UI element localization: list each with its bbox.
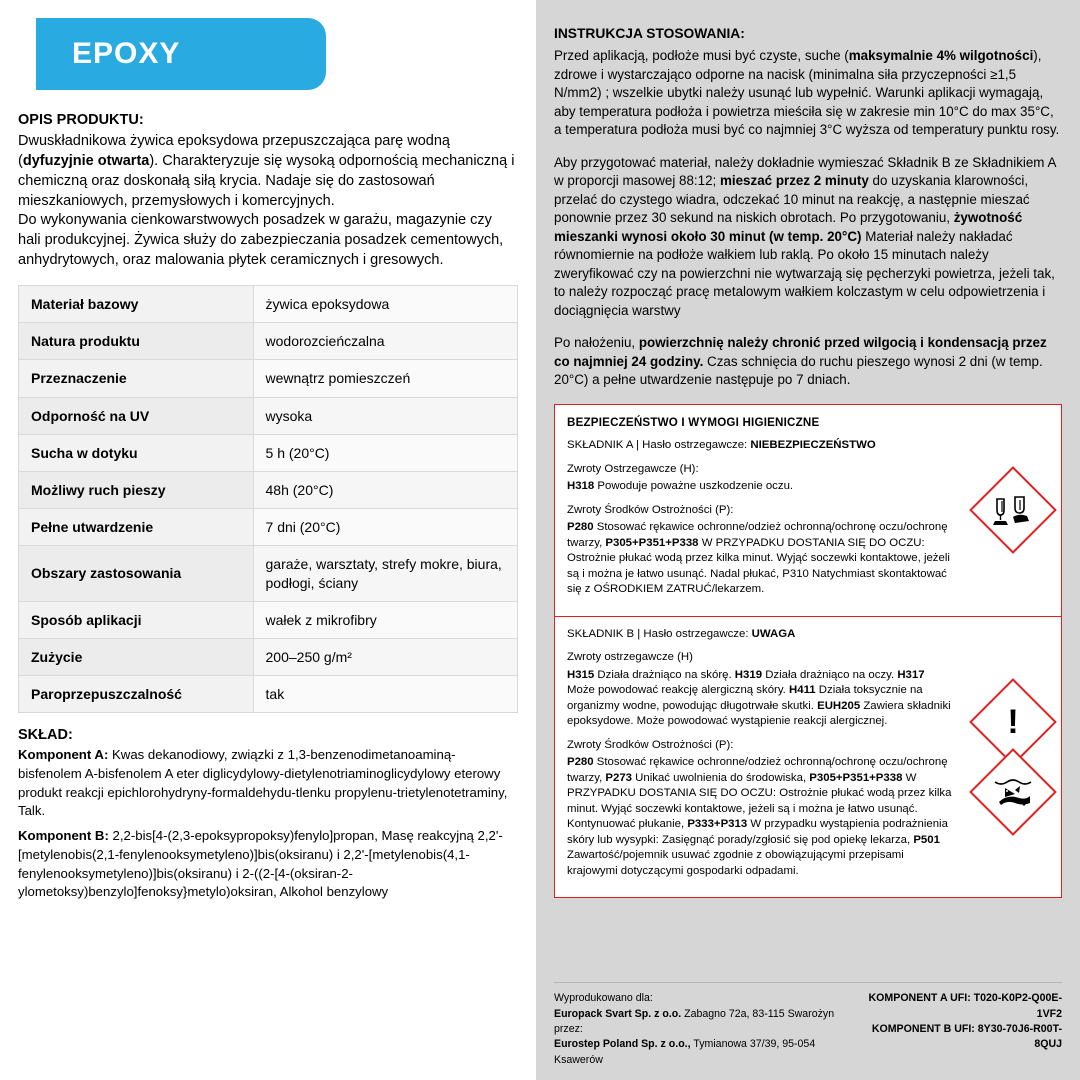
instructions-paragraph-3: Po nałożeniu, powierzchnię należy chronić przed wilgocią i kondensacją przez co najmniej 24 godziny. Czas schnięcia do ruchu pieszego wynosi 2 dni (w temp. 20°C) a pełne utwardzenie następuje po 7 dniach. — [554, 335, 1047, 388]
instructions-paragraph-2: Aby przygotować materiał, należy dokładnie wymieszać Składnik B ze Składnikiem A w proporcji masowej 88:12; mieszać przez 2 minuty do uzyskania klarowności, przelać do czystego wiadra, odczekać 10 minut na reakcję, a następnie mieszać ponownie przez 30 sekund na niskich obrotach. Po przygotowaniu, żywotność mieszanki wynosi około 30 minut (w temp. 20°C) Materiał należy nakładać równomiernie na podłoże wałkiem lub raklą. Po około 15 minutach należy zweryfikować czy na powierzchni nie wytwarzają się pęcherzyki powietrza, jeżeli tak, to należy rozpocząć pracę metalowym wałkiem kolczastym w celu odpowietrzenia i dociągnięcia warstwy — [554, 154, 1056, 318]
spec-value: 48h (20°C) — [253, 471, 517, 508]
table-row — [19, 546, 518, 601]
table-row — [19, 471, 518, 508]
spec-value: wodorozcieńczalna — [253, 323, 517, 360]
component-a-composition: Komponent A: Kwas dekanodiowy, związki z 1,3-benzenodimetanoaminą-bisfenolem A-bisfenolem A eter diglicydylowy-dietylenotriaminoglicydylowy eterowy produkt reakcji epichlorohydryny-formaldehydu-tlenku propylenu-trietylenotetraminy, Talk. — [18, 747, 508, 819]
spec-key: Zużycie — [19, 638, 254, 675]
component-a-pictograms — [965, 405, 1061, 616]
footer-company: Europack Svart Sp. z o.o. Zabagno 72a, 83-115 Swarożyn — [554, 1007, 835, 1020]
component-a-p-label: Zwroty Środków Ostrożności (P): — [567, 503, 734, 516]
safety-component-a-text — [555, 405, 965, 616]
component-b-composition: Komponent B: 2,2-bis[4-(2,3-epoksypropoksy)fenylo]propan, Masę reakcyjną 2,2'-[metylenobis(2,1-fenylenooksymetyleno)]bis(oksiranu) i 2,2'-[metylenobis(4,1-fenylenooksymetyleno)]bis(oksiranu) i 2-((2-[4-(oksiran-2-ylometoksy)benzylo]fenoksy}metylo)oksiran, Alkohol benzylowy — [18, 828, 503, 900]
spec-key: Przeznaczenie — [19, 360, 254, 397]
component-b-p-label: Zwroty Środków Ostrożności (P): — [567, 738, 734, 751]
composition-heading: SKŁAD: — [18, 727, 73, 744]
spec-key: Sposób aplikacji — [19, 601, 254, 638]
table-row — [19, 360, 518, 397]
table-row — [19, 397, 518, 434]
ufi-component-b: KOMPONENT B UFI: 8Y30-70J6-R00T-8QUJ — [871, 1022, 1062, 1051]
instructions-paragraph-1: Przed aplikacją, podłoże musi być czyste, suche (maksymalnie 4% wilgotności), zdrowe i wystarczająco odporne na nacisk (minimalna siła przyczepności ≥1,5 N/mm2) ; wszelkie ubytki należy usunąć lub wypełnić. Warunki aplikacji wymagają, aby temperatura podłoża i powietrza mieściła się w zakresie min 10°C do max 35°C, a temperatura podłoża musi być co najmniej 3°C wyższa od temperatury punktu rosy. — [554, 48, 1060, 138]
spec-value: 5 h (20°C) — [253, 434, 517, 471]
table-row — [19, 676, 518, 713]
table-row — [19, 601, 518, 638]
table-row — [19, 509, 518, 546]
component-b-h-label: Zwroty ostrzegawcze (H) — [567, 651, 693, 664]
safety-component-b-text — [555, 617, 965, 898]
specifications-table-body — [19, 286, 518, 713]
component-b-pictograms — [965, 617, 1061, 898]
component-a-p-statements: P280 Stosować rękawice ochronne/odzież ochronną/ochronę oczu/ochronę twarzy, P305+P351+P338 W PRZYPADKU DOSTANIA SIĘ DO OCZU: Ostrożnie płukać wodą przez kilka minut. Wyjąć soczewki kontaktowe, jeżeli są i można je łatwo usunąć. Nadal płukać, P310 Natychmiast skontaktować się z OŚRODKIEM ZATRUĆ/lekarzem. — [567, 521, 950, 596]
table-row — [19, 638, 518, 675]
product-description: Dwuskładnikowa żywica epoksydowa przepuszczająca parę wodną (dyfuzyjnie otwarta). Charakteryzuje się wysoką odpornością mechaniczną i chemiczną oraz doskonałą siłą krycia. Nadaje się do zastosowań mieszkaniowych, przemysłowych i komercyjnych. Do wykonywania cienkowarstwowych posadzek w garażu, magazynie czy hali produkcyjnej. Żywica służy do zabezpieczania posadzek cementowych, anhydrytowych, oraz malowania płytek ceramicznych i gresowych. — [18, 133, 515, 269]
component-a-h-statements: H318 Powoduje poważne uszkodzenie oczu. — [567, 480, 794, 493]
footer-ufi-codes — [853, 991, 1062, 1068]
component-a-signal-word: SKŁADNIK A | Hasło ostrzegawcze: NIEBEZPIECZEŃSTWO — [567, 439, 876, 452]
safety-heading: BEZPIECZEŃSTWO I WYMOGI HIGIENICZNE — [567, 415, 820, 429]
spec-value: żywica epoksydowa — [253, 286, 517, 323]
instructions-heading: INSTRUKCJA STOSOWANIA: — [554, 26, 745, 41]
right-column — [536, 0, 1080, 1080]
product-title-banner — [36, 18, 326, 90]
description-heading: OPIS PRODUKTU: — [18, 112, 144, 128]
produced-for-label: Wyprodukowano dla: — [554, 992, 653, 1005]
specifications-table — [18, 285, 518, 713]
footer-manufacturer: Eurostep Poland Sp. z o.o., Tymianowa 37/39, 95-054 Ksawerów — [554, 1038, 816, 1066]
spec-value: tak — [253, 676, 517, 713]
spec-key: Pełne utwardzenie — [19, 509, 254, 546]
spec-key: Natura produktu — [19, 323, 254, 360]
footer-company-info — [554, 991, 853, 1068]
spec-key: Obszary zastosowania — [19, 546, 254, 601]
spec-value: wałek z mikrofibry — [253, 601, 517, 638]
spec-key: Sucha w dotyku — [19, 434, 254, 471]
spec-value: wewnątrz pomieszczeń — [253, 360, 517, 397]
ghs07-exclamation-icon: ! — [969, 678, 1057, 766]
spec-key: Możliwy ruch pieszy — [19, 471, 254, 508]
footer — [554, 982, 1062, 1068]
table-row — [19, 286, 518, 323]
component-b-h-statements: H315 Działa drażniąco na skórę. H319 Działa drażniąco na oczy. H317 Może powodować reakcję alergiczną skóry. H411 Działa toksycznie na organizmy wodne, powodując długotrwałe skutki. EUH205 Zawiera składniki epoksydowe. Może powodować wystąpienie reakcji alergicznej. — [567, 668, 951, 728]
spec-value: garaże, warsztaty, strefy mokre, biura, podłogi, ściany — [253, 546, 517, 601]
safety-component-b — [555, 616, 1061, 898]
ufi-component-a: KOMPONENT A UFI: T020-K0P2-Q00E-1VF2 — [868, 992, 1062, 1020]
component-b-p-statements: P280 Stosować rękawice ochronne/odzież ochronną/ochronę oczu/ochronę twarzy, P273 Unikać uwolnienia do środowiska, P305+P351+P338 W PRZYPADKU DOSTANIA SIĘ DO OCZU: Ostrożnie płukać wodą przez kilka minut. Wyjąć soczewki kontaktowe, jeżeli są i można je łatwo usunąć. Kontynuować płukanie, P333+P313 W przypadku wystąpienia podrażnienia skóry lub wysypki: Zasięgnąć porady/zgłosić się pod opiekę lekarza, P501 Zawartość/pojemnik usuwać zgodnie z obowiązującymi przepisami krajowymi dotyczącymi gospodarki odpadami. — [567, 756, 952, 877]
spec-key: Materiał bazowy — [19, 286, 254, 323]
component-b-signal-word: SKŁADNIK B | Hasło ostrzegawcze: UWAGA — [567, 627, 796, 640]
page-title: EPOXY — [72, 37, 181, 70]
left-column — [0, 0, 536, 1080]
produced-by-label: przez: — [554, 1022, 583, 1035]
spec-key: Odporność na UV — [19, 397, 254, 434]
ghs09-environment-icon — [969, 748, 1057, 836]
spec-value: wysoka — [253, 397, 517, 434]
composition-text — [18, 746, 518, 902]
component-a-h-label: Zwroty Ostrzegawcze (H): — [567, 462, 699, 475]
ghs05-corrosion-icon — [969, 466, 1057, 554]
spec-value: 200–250 g/m² — [253, 638, 517, 675]
table-row — [19, 323, 518, 360]
spec-key: Paroprzepuszczalność — [19, 676, 254, 713]
safety-component-a — [555, 405, 1061, 616]
spec-value: 7 dni (20°C) — [253, 509, 517, 546]
table-row — [19, 434, 518, 471]
safety-box — [554, 404, 1062, 899]
